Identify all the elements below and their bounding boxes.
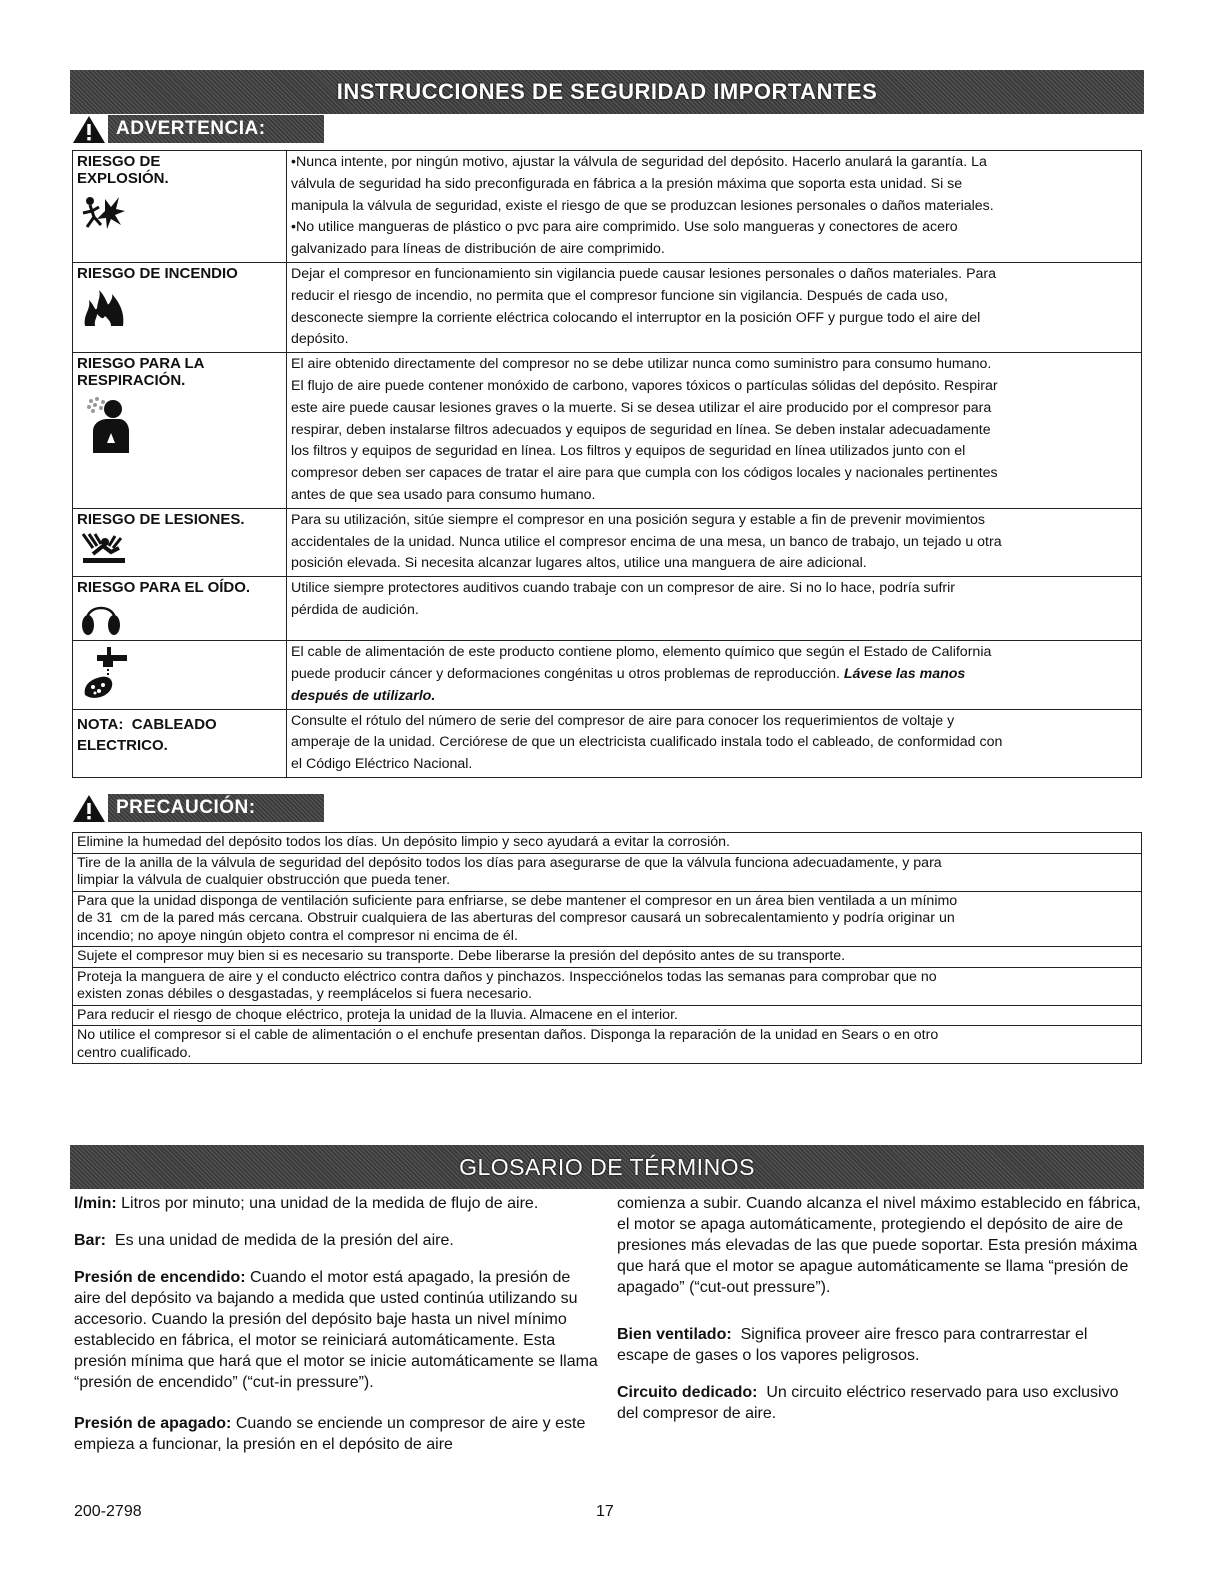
hazard-title-line: RIESGO PARA EL OÍDO. — [77, 579, 251, 597]
caution-row — [73, 1026, 1142, 1064]
description-line: válvula de seguridad ha sido preconfigurada en fábrica a la presión máxima que soporta esta unidad. Si se — [291, 175, 963, 192]
warning-row-wiring — [73, 709, 1142, 777]
hazard-cell — [73, 709, 287, 777]
description-line: Consulte el rótulo del número de serie del compresor de aire para conocer los requerimientos de voltaje y — [291, 712, 955, 729]
caution-cell — [73, 891, 1142, 947]
glossary-term: Presión de apagado: — [74, 1415, 232, 1432]
description-line: Para su utilización, sitúe siempre el compresor en una posición segura y estable a fin de prevenir movimientos — [291, 511, 985, 528]
caution-triangle-icon — [72, 793, 106, 823]
caution-table — [72, 832, 1142, 1064]
hazard-title-line: RIESGO PARA LA — [77, 355, 205, 373]
caution-signal — [72, 793, 324, 823]
glossary-entry — [617, 1382, 1142, 1424]
glossary-term: l/min: — [74, 1195, 117, 1212]
warning-row-injury — [73, 508, 1142, 576]
caution-cell — [73, 833, 1142, 854]
warning-row-hearing — [73, 577, 1142, 641]
description-line: accidentales de la unidad. Nunca utilice el compresor encima de una mesa, un banco de trabajo, un tejado u otra — [291, 533, 1002, 550]
description-text: puede producir cáncer y deformaciones congénitas u otros problemas de reproducción. — [291, 665, 840, 682]
respiration-icon — [83, 395, 131, 453]
wash-hands-icon — [81, 645, 129, 701]
description-line: Dejar el compresor en funcionamiento sin vigilancia puede causar lesiones personales o daños materiales. Para — [291, 265, 997, 282]
glossary-entry — [74, 1230, 599, 1251]
glossary-column-left — [74, 1193, 599, 1471]
caution-row — [73, 833, 1142, 854]
warning-triangle-icon — [72, 114, 106, 144]
caution-cell — [73, 1005, 1142, 1026]
glossary-definition: Significa proveer aire fresco para contrarrestar el escape de gases o los vapores peligrosos. — [617, 1326, 1092, 1364]
description-line: los filtros y equipos de seguridad en línea. Los filtros y equipos de seguridad en línea utilizados junto con el — [291, 443, 966, 460]
safety-banner — [70, 70, 1144, 114]
warning-description — [287, 262, 1142, 352]
caution-line: limpiar la válvula de cualquier obstrucción que pueda tener. — [77, 872, 451, 888]
caution-row — [73, 853, 1142, 891]
description-line: antes de que sea usado para consumo humano. — [291, 486, 596, 503]
description-line: El aire obtenido directamente del compresor no se debe utilizar nunca como suministro para consumo humano. — [291, 356, 992, 373]
glossary-definition: Es una unidad de medida de la presión del aire. — [106, 1232, 454, 1249]
glossary-definition: Litros por minuto; una unidad de la medida de flujo de aire. — [116, 1195, 539, 1212]
caution-cell — [73, 1026, 1142, 1064]
caution-line: No utilice el compresor si el cable de alimentación o el enchufe presentan daños. Disponga la reparación de la unidad en Sears o en otro — [77, 1027, 939, 1043]
caution-cell — [73, 947, 1142, 968]
warning-label: ADVERTENCIA: — [108, 115, 324, 143]
injury-icon — [81, 532, 127, 566]
description-line — [291, 664, 1137, 686]
ear-protection-icon — [81, 598, 121, 636]
page-number: 17 — [596, 1503, 614, 1520]
caution-cell — [73, 853, 1142, 891]
hazard-title — [77, 355, 282, 389]
caution-line: Tire de la anilla de la válvula de seguridad del depósito todos los días para asegurarse de que la válvula funciona adecuadamente, y para — [77, 854, 942, 871]
warning-row-explosion — [73, 151, 1142, 263]
hazard-title-line: RESPIRACIÓN. — [77, 372, 186, 390]
hazard-cell — [73, 508, 287, 576]
glossary-term: Bar: — [74, 1232, 107, 1249]
description-line: desconecte siempre la corriente eléctrica colocando el interruptor en la posición OFF y purgue todo el aire del — [291, 309, 981, 326]
warning-description — [287, 151, 1142, 263]
warning-row-respiration — [73, 353, 1142, 509]
glossary-entry — [617, 1324, 1142, 1366]
hazard-title — [77, 579, 282, 596]
hazard-title — [77, 511, 282, 528]
caution-line: Para reducir el riesgo de choque eléctrico, proteja la unidad de la lluvia. Almacene en el interior. — [77, 1006, 678, 1023]
hazard-title-line: ELECTRICO. — [77, 736, 168, 754]
caution-label: PRECAUCIÓN: — [108, 794, 324, 822]
caution-line: existen zonas débiles o desgastadas, y reemplácelos si fuera necesario. — [77, 986, 533, 1002]
description-line: •No utilice mangueras de plástico o pvc para aire comprimido. Use solo mangueras y conectores de acero — [291, 219, 958, 236]
document-code: 200-2798 — [74, 1503, 142, 1520]
hazard-title — [77, 265, 282, 282]
explosion-icon — [81, 193, 125, 237]
warning-description — [287, 353, 1142, 509]
caution-cell — [73, 967, 1142, 1005]
emphasis-text: después de utilizarlo. — [291, 687, 436, 704]
glossary-entry — [74, 1193, 599, 1214]
caution-line: incendio; no apoye ningún objeto contra el compresor ni encima de él. — [77, 927, 518, 944]
emphasis-text: Lávese las manos — [843, 665, 966, 682]
hazard-title-line: RIESGO DE INCENDIO — [77, 264, 238, 282]
warning-description — [287, 508, 1142, 576]
hazard-cell — [73, 641, 287, 709]
description-line: este aire puede causar lesiones graves o la muerte. Si se desea utilizar el aire producido por el compresor para — [291, 399, 992, 416]
hazard-cell — [73, 151, 287, 263]
caution-line: Elimine la humedad del depósito todos los días. Un depósito limpio y seco ayudará a evitar la corrosión. — [77, 834, 730, 850]
warning-description — [287, 641, 1142, 709]
description-line: pérdida de audición. — [291, 601, 419, 618]
description-line: manipula la válvula de seguridad, existe el riesgo de que se produzcan lesiones personales o daños materiales. — [291, 197, 994, 214]
glossary-definition: Un circuito eléctrico reservado para uso exclusivo del compresor de aire. — [617, 1384, 1123, 1422]
hazard-title-line: RIESGO DE — [77, 153, 161, 170]
description-line: El cable de alimentación de este producto contiene plomo, elemento químico que según el Estado de California — [291, 644, 992, 661]
hazard-title-line: EXPLOSIÓN. — [77, 170, 169, 187]
warning-table — [72, 150, 1142, 778]
warning-description — [287, 709, 1142, 777]
caution-line: Proteja la manguera de aire y el conducto eléctrico contra daños y pinchazos. Inspecciónelos todas las semanas para comprobar que no — [77, 968, 937, 985]
caution-row — [73, 1005, 1142, 1026]
glossary-entry — [74, 1413, 599, 1455]
description-line: depósito. — [291, 331, 349, 348]
glossary-banner — [70, 1145, 1144, 1189]
hazard-title-line: NOTA: CABLEADO — [77, 715, 217, 733]
description-line: •Nunca intente, por ningún motivo, ajustar la válvula de seguridad del depósito. Hacerlo anulará la garantía. La — [291, 154, 987, 170]
caution-line: Para que la unidad disponga de ventilación suficiente para enfriarse, se debe mantener el compresor en un área bien ventilada a un mínimo — [77, 892, 958, 909]
glossary-column-right — [617, 1193, 1142, 1440]
hazard-title-line: RIESGO DE LESIONES. — [77, 510, 245, 528]
caution-row — [73, 967, 1142, 1005]
caution-row — [73, 891, 1142, 947]
glossary-term: Circuito dedicado: — [617, 1384, 758, 1401]
caution-row — [73, 947, 1142, 968]
caution-line: Sujete el compresor muy bien si es necesario su transporte. Debe liberarse la presión del depósito antes de su transporte. — [77, 948, 846, 964]
description-line: galvanizado para líneas de distribución de aire comprimido. — [291, 241, 665, 258]
hazard-cell — [73, 353, 287, 509]
description-line: posición elevada. Si necesita alcanzar lugares altos, utilice una manguera de aire adicional. — [291, 555, 867, 572]
description-line: respirar, deben instalarse filtros adecuados y equipos de seguridad en línea. Se deben instalar adecuadamente — [291, 421, 991, 438]
warning-signal — [72, 114, 324, 144]
description-line: amperaje de la unidad. Cerciórese de que un electricista cualificado instala todo el cableado, de conformidad con — [291, 734, 1003, 751]
glossary-entry-continued: comienza a subir. Cuando alcanza el nivel máximo establecido en fábrica, el motor se apaga automáticamente, protegiendo el depósito de aire de presiones más elevadas de las que puede soportar. Esta presión máxima que hará que el motor se apague automáticamente se llama “presión de apagado” (“cut-out pressure”). — [617, 1195, 1141, 1296]
glossary-term: Presión de encendido: — [74, 1269, 246, 1286]
description-line: El flujo de aire puede contener monóxido de carbono, vapores tóxicos o partículas sólidas del depósito. Respirar — [291, 377, 998, 394]
description-line: reducir el riesgo de incendio, no permita que el compresor funcione sin vigilancia. Después de cada uso, — [291, 287, 948, 304]
glossary-definition: Cuando el motor está apagado, la presión de aire del depósito va bajando a medida que usted continúa utilizando su accesorio. Cuando la presión del depósito baje hasta un nivel mínimo establecido en fábrica, el motor se reiniciará automáticamente. Esta presión mínima que hará que el motor se inicie automáticamente se llama “presión de encendido” (“cut-in pressure”). — [74, 1269, 598, 1391]
safety-banner-title: INSTRUCCIONES DE SEGURIDAD IMPORTANTES — [336, 79, 878, 104]
warning-description — [287, 577, 1142, 641]
warning-row-lead — [73, 641, 1142, 709]
hazard-cell — [73, 577, 287, 641]
glossary-term: Bien ventilado: — [617, 1326, 732, 1343]
description-line: el Código Eléctrico Nacional. — [291, 756, 473, 773]
hazard-title — [77, 153, 282, 187]
fire-icon — [81, 288, 127, 328]
hazard-title — [77, 714, 282, 756]
glossary-definition: Cuando se enciende un compresor de aire y este empieza a funcionar, la presión en el depósito de aire — [74, 1415, 586, 1453]
description-line: Utilice siempre protectores auditivos cuando trabaje con un compresor de aire. Si no lo hace, podría sufrir — [291, 580, 955, 597]
glossary-banner-title: GLOSARIO DE TÉRMINOS — [459, 1154, 755, 1180]
caution-line: de 31 cm de la pared más cercana. Obstruir cualquiera de las aberturas del compresor causará un sobrecalentamiento y podría originar un — [77, 910, 955, 926]
glossary-entry — [74, 1267, 599, 1393]
warning-row-fire — [73, 262, 1142, 352]
caution-line: centro cualificado. — [77, 1044, 192, 1061]
description-line: compresor deben ser capaces de tratar el aire para que cumpla con los códigos locales y nacionales pertinentes — [291, 465, 998, 482]
hazard-cell — [73, 262, 287, 352]
